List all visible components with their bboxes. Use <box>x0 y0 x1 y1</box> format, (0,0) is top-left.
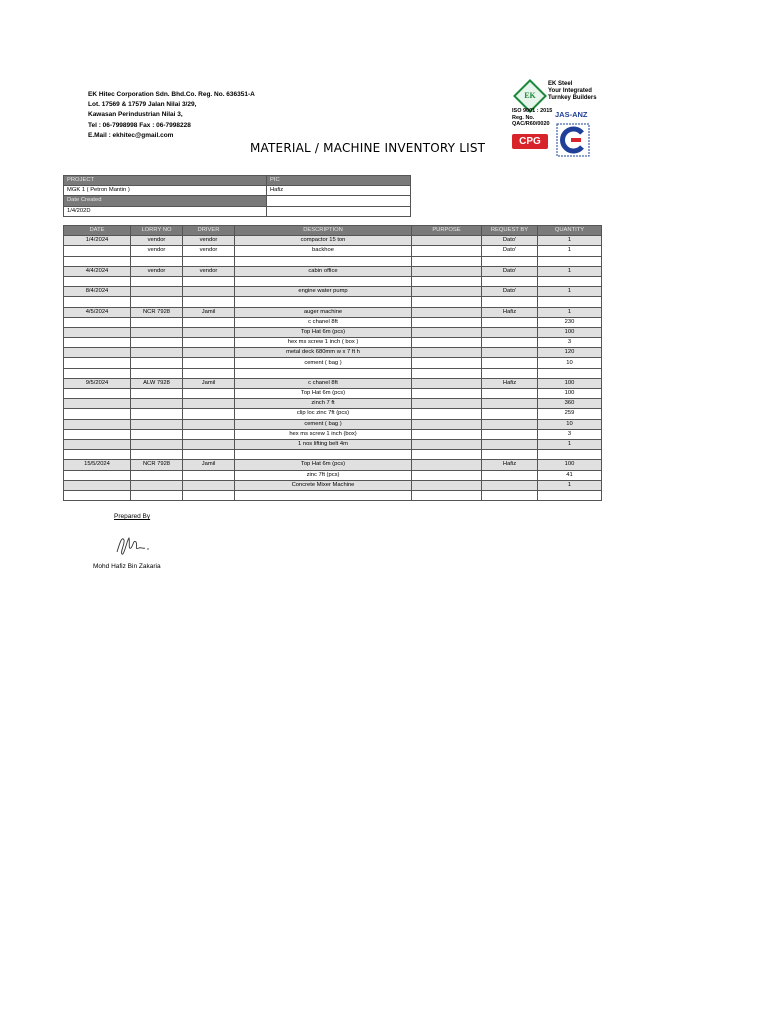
company-header <box>88 90 255 141</box>
date-created-label: Date Created <box>64 196 267 206</box>
cell-driver <box>183 287 235 297</box>
cell-quantity <box>538 256 602 266</box>
cell-date <box>64 429 131 439</box>
cell-description: c chanel 8ft <box>235 317 412 327</box>
cell-lorry-no: NCR 7928 <box>131 460 183 470</box>
cell-purpose <box>412 236 482 246</box>
cell-quantity: 10 <box>538 419 602 429</box>
cell-quantity: 1 <box>538 480 602 490</box>
cell-request-by: Dato' <box>482 287 538 297</box>
cell-quantity <box>538 368 602 378</box>
cell-driver <box>183 348 235 358</box>
cell-date <box>64 358 131 368</box>
cell-driver: vendor <box>183 246 235 256</box>
table-row <box>64 358 602 368</box>
cell-driver <box>183 368 235 378</box>
cell-driver: vendor <box>183 266 235 276</box>
col-request-by: REQUEST BY <box>482 226 538 236</box>
cell-quantity: 1 <box>538 439 602 449</box>
cell-lorry-no <box>131 399 183 409</box>
table-row <box>64 450 602 460</box>
cell-request-by: Dato' <box>482 236 538 246</box>
project-value: MGK 1 ( Petron Mantin ) <box>64 186 267 196</box>
cell-description: zinc 7ft (pcs) <box>235 470 412 480</box>
company-name: EK Hitec Corporation Sdn. Bhd.Co. Reg. No. 636351-A <box>88 91 255 98</box>
table-row <box>64 236 602 246</box>
cell-purpose <box>412 246 482 256</box>
iso-certification: ISO 9001 : 2015 Reg. No. QAC/R60/0020 <box>512 108 553 127</box>
project-label: PROJECT <box>64 176 267 186</box>
cell-request-by <box>482 490 538 500</box>
cell-purpose <box>412 490 482 500</box>
cell-driver: Jamil <box>183 307 235 317</box>
cell-driver: Jamil <box>183 460 235 470</box>
cell-purpose <box>412 368 482 378</box>
ek-tagline: EK Steel Your Integrated Turnkey Builders <box>548 81 597 101</box>
cell-description <box>235 256 412 266</box>
cell-driver: vendor <box>183 236 235 246</box>
cell-description: metal deck 680mm w x 7 ft h <box>235 348 412 358</box>
cell-purpose <box>412 389 482 399</box>
cell-request-by <box>482 348 538 358</box>
company-email: E.Mail : ekhitec@gmail.com <box>88 131 174 139</box>
cell-quantity: 3 <box>538 338 602 348</box>
col-description: DESCRIPTION <box>235 226 412 236</box>
cell-request-by <box>482 317 538 327</box>
cell-lorry-no <box>131 389 183 399</box>
col-lorry-no: LORRY NO <box>131 226 183 236</box>
cell-quantity: 1 <box>538 246 602 256</box>
cell-purpose <box>412 256 482 266</box>
cell-request-by <box>482 419 538 429</box>
empty-cell <box>267 206 411 216</box>
cell-lorry-no <box>131 429 183 439</box>
cell-purpose <box>412 276 482 286</box>
cell-quantity: 230 <box>538 317 602 327</box>
cell-description: Top Hat 6m (pcs) <box>235 389 412 399</box>
cell-request-by: Hafiz <box>482 378 538 388</box>
cell-request-by <box>482 470 538 480</box>
cell-date: 4/5/2024 <box>64 307 131 317</box>
cell-purpose <box>412 307 482 317</box>
cell-description: cement ( bag ) <box>235 419 412 429</box>
cell-request-by: Dato' <box>482 246 538 256</box>
jas-anz-logo: JAS-ANZ <box>555 110 588 119</box>
cell-request-by: Hafiz <box>482 460 538 470</box>
table-row <box>64 338 602 348</box>
cell-description: backhoe <box>235 246 412 256</box>
table-row <box>64 327 602 337</box>
cell-driver <box>183 297 235 307</box>
cell-request-by <box>482 297 538 307</box>
cell-purpose <box>412 317 482 327</box>
cell-driver <box>183 327 235 337</box>
cell-description: hex ms screw 1 inch ( box ) <box>235 338 412 348</box>
date-created-value: 1/4/202D <box>64 206 267 216</box>
cell-driver <box>183 450 235 460</box>
cell-date <box>64 419 131 429</box>
cell-request-by <box>482 480 538 490</box>
col-quantity: QUANTITY <box>538 226 602 236</box>
col-driver: DRIVER <box>183 226 235 236</box>
cell-description: compactor 15 ton <box>235 236 412 246</box>
cell-date <box>64 450 131 460</box>
inventory-header-row <box>64 226 602 236</box>
cell-lorry-no: vendor <box>131 266 183 276</box>
cell-date <box>64 348 131 358</box>
cell-driver <box>183 256 235 266</box>
cell-lorry-no <box>131 317 183 327</box>
cell-driver <box>183 490 235 500</box>
cell-date: 4/4/2024 <box>64 266 131 276</box>
cell-request-by <box>482 439 538 449</box>
cell-driver <box>183 276 235 286</box>
cell-date <box>64 317 131 327</box>
cell-date: 9/5/2024 <box>64 378 131 388</box>
cell-request-by <box>482 409 538 419</box>
cell-purpose <box>412 470 482 480</box>
cell-request-by <box>482 399 538 409</box>
cell-lorry-no <box>131 287 183 297</box>
cell-quantity: 10 <box>538 358 602 368</box>
cell-lorry-no <box>131 327 183 337</box>
cell-purpose <box>412 358 482 368</box>
cell-purpose <box>412 338 482 348</box>
cell-lorry-no <box>131 338 183 348</box>
cell-quantity: 100 <box>538 378 602 388</box>
cell-lorry-no: vendor <box>131 236 183 246</box>
cell-date <box>64 327 131 337</box>
cell-date <box>64 490 131 500</box>
cell-driver <box>183 429 235 439</box>
cell-driver <box>183 389 235 399</box>
cell-lorry-no <box>131 368 183 378</box>
page-title: MATERIAL / MACHINE INVENTORY LIST <box>250 141 486 155</box>
cell-request-by <box>482 429 538 439</box>
table-row <box>64 246 602 256</box>
table-row <box>64 409 602 419</box>
cell-driver <box>183 317 235 327</box>
cell-request-by: Hafiz <box>482 307 538 317</box>
company-address-line-1: Lot. 17569 & 17579 Jalan Nilai 3/29, <box>88 101 197 109</box>
cell-quantity <box>538 450 602 460</box>
cell-lorry-no <box>131 480 183 490</box>
cell-description: cement ( bag ) <box>235 358 412 368</box>
cell-driver <box>183 399 235 409</box>
table-row <box>64 317 602 327</box>
cell-purpose <box>412 450 482 460</box>
cell-lorry-no <box>131 276 183 286</box>
cell-request-by <box>482 256 538 266</box>
cell-request-by <box>482 338 538 348</box>
cell-quantity <box>538 297 602 307</box>
cell-lorry-no <box>131 439 183 449</box>
cell-lorry-no <box>131 450 183 460</box>
table-row <box>64 348 602 358</box>
cell-description: clip loc zinc 7ft (pcs) <box>235 409 412 419</box>
cell-purpose <box>412 460 482 470</box>
cell-description <box>235 276 412 286</box>
cell-driver <box>183 470 235 480</box>
table-row <box>64 368 602 378</box>
cell-description: Top Hat 6m (pcs) <box>235 327 412 337</box>
cell-description: engine water pump <box>235 287 412 297</box>
cell-driver <box>183 419 235 429</box>
col-date: DATE <box>64 226 131 236</box>
cell-request-by <box>482 276 538 286</box>
cell-date: 8/4/2024 <box>64 287 131 297</box>
cell-lorry-no: vendor <box>131 246 183 256</box>
cell-description: 1 nos lifting belt 4m <box>235 439 412 449</box>
cell-quantity: 1 <box>538 287 602 297</box>
pic-label: PIC <box>267 176 411 186</box>
cell-purpose <box>412 439 482 449</box>
company-address-line-2: Kawasan Perindustrian Nilai 3, <box>88 111 183 119</box>
cell-description: hex ms screw 1 inch (box) <box>235 429 412 439</box>
cell-description: cabin office <box>235 266 412 276</box>
cell-request-by <box>482 327 538 337</box>
cell-lorry-no <box>131 490 183 500</box>
cell-request-by <box>482 358 538 368</box>
cell-quantity: 360 <box>538 399 602 409</box>
cell-driver <box>183 439 235 449</box>
table-row <box>64 276 602 286</box>
cell-request-by <box>482 389 538 399</box>
cell-description <box>235 490 412 500</box>
company-logo-block <box>510 80 605 155</box>
cell-description: Concrete Mixer Machine <box>235 480 412 490</box>
table-row <box>64 389 602 399</box>
cell-lorry-no <box>131 419 183 429</box>
cell-description <box>235 450 412 460</box>
cell-purpose <box>412 378 482 388</box>
cell-lorry-no <box>131 358 183 368</box>
col-purpose: PURPOSE <box>412 226 482 236</box>
cell-quantity: 41 <box>538 470 602 480</box>
cell-lorry-no <box>131 256 183 266</box>
table-row <box>64 399 602 409</box>
cell-request-by <box>482 450 538 460</box>
cell-date <box>64 439 131 449</box>
cell-quantity: 100 <box>538 460 602 470</box>
empty-cell <box>267 196 411 206</box>
cell-lorry-no: NCR 7928 <box>131 307 183 317</box>
cell-quantity: 120 <box>538 348 602 358</box>
cell-quantity: 259 <box>538 409 602 419</box>
cidb-logo-icon <box>556 123 590 157</box>
table-row <box>64 378 602 388</box>
cell-quantity <box>538 276 602 286</box>
cell-driver <box>183 358 235 368</box>
cell-date <box>64 246 131 256</box>
cell-quantity: 1 <box>538 307 602 317</box>
table-row <box>64 287 602 297</box>
table-row <box>64 490 602 500</box>
inventory-table <box>63 225 602 501</box>
cell-description <box>235 297 412 307</box>
cell-driver <box>183 480 235 490</box>
cell-date <box>64 297 131 307</box>
cell-purpose <box>412 266 482 276</box>
table-row <box>64 460 602 470</box>
cell-lorry-no: ALW 7928 <box>131 378 183 388</box>
cell-quantity: 100 <box>538 389 602 399</box>
cell-purpose <box>412 480 482 490</box>
cell-purpose <box>412 409 482 419</box>
cell-driver <box>183 338 235 348</box>
table-row <box>64 429 602 439</box>
cell-date <box>64 480 131 490</box>
table-row <box>64 256 602 266</box>
cell-lorry-no <box>131 409 183 419</box>
cell-date <box>64 470 131 480</box>
cell-quantity: 3 <box>538 429 602 439</box>
cpg-logo: CPG <box>512 134 548 149</box>
cell-description: zinch 7 ft <box>235 399 412 409</box>
table-row <box>64 297 602 307</box>
cell-date <box>64 409 131 419</box>
cell-date <box>64 389 131 399</box>
cell-lorry-no <box>131 470 183 480</box>
cell-date <box>64 256 131 266</box>
cell-purpose <box>412 399 482 409</box>
cell-quantity: 1 <box>538 266 602 276</box>
cell-description <box>235 368 412 378</box>
cell-date <box>64 399 131 409</box>
cell-purpose <box>412 297 482 307</box>
prepared-by-label: Prepared By <box>114 513 151 520</box>
cell-quantity: 1 <box>538 236 602 246</box>
cell-driver <box>183 409 235 419</box>
project-info-table <box>63 175 411 217</box>
cell-description: Top Hat 6m (pcs) <box>235 460 412 470</box>
cell-quantity <box>538 490 602 500</box>
cell-date: 1/4/2024 <box>64 236 131 246</box>
cell-lorry-no <box>131 297 183 307</box>
table-row <box>64 439 602 449</box>
table-row <box>64 307 602 317</box>
table-row <box>64 266 602 276</box>
signature-image <box>112 532 152 558</box>
cell-purpose <box>412 348 482 358</box>
table-row <box>64 480 602 490</box>
cell-description: c chanel 8ft <box>235 378 412 388</box>
cell-driver: Jamil <box>183 378 235 388</box>
table-row <box>64 419 602 429</box>
cell-request-by <box>482 368 538 378</box>
cell-purpose <box>412 429 482 439</box>
ek-logo-icon: EK <box>513 79 547 113</box>
table-row <box>64 470 602 480</box>
cell-date <box>64 338 131 348</box>
cell-purpose <box>412 419 482 429</box>
cell-purpose <box>412 327 482 337</box>
cell-date <box>64 276 131 286</box>
cell-date <box>64 368 131 378</box>
company-phone-fax: Tel : 06-7998998 Fax : 06-7998228 <box>88 121 191 129</box>
cell-request-by: Dato' <box>482 266 538 276</box>
pic-value: Hafiz <box>267 186 411 196</box>
cell-quantity: 100 <box>538 327 602 337</box>
cell-description: auger machine <box>235 307 412 317</box>
cell-date: 15/5/2024 <box>64 460 131 470</box>
cell-lorry-no <box>131 348 183 358</box>
signer-name: Mohd Hafiz Bin Zakaria <box>93 563 161 570</box>
cell-purpose <box>412 287 482 297</box>
